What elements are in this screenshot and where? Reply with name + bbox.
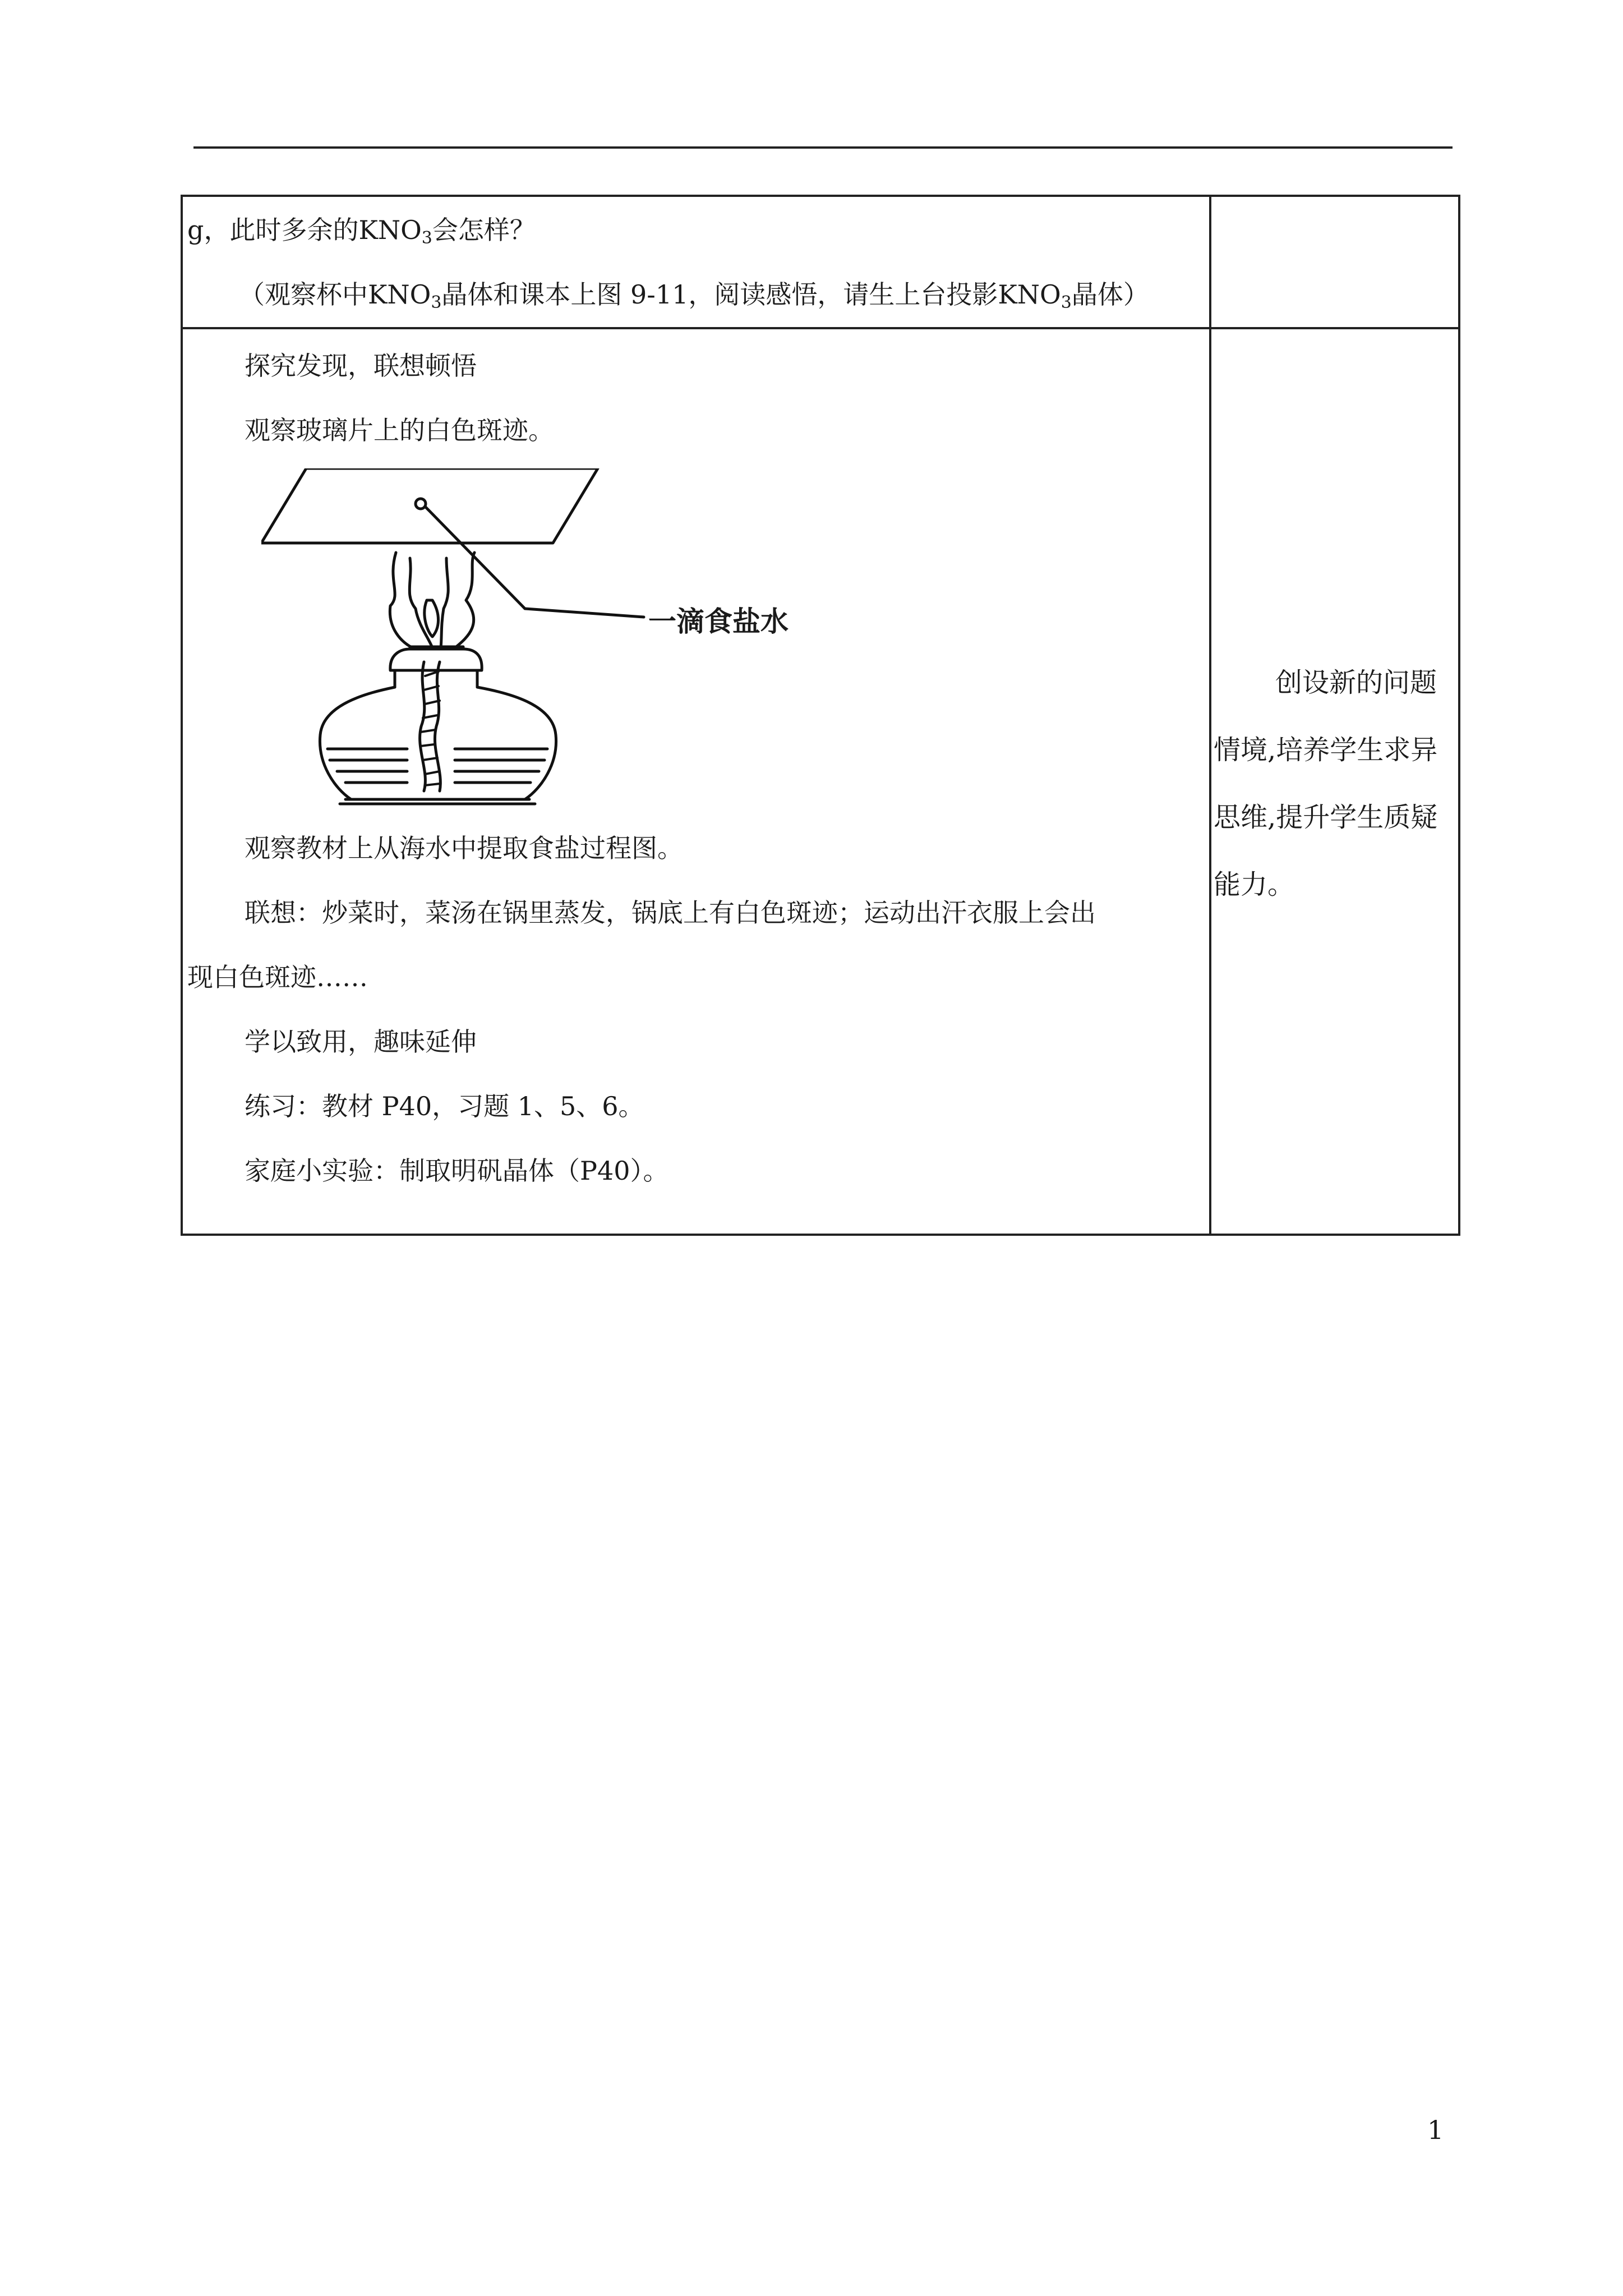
section-heading: 学以致用，趣味延伸 xyxy=(245,1027,477,1057)
table-row xyxy=(182,196,1459,328)
flame-core xyxy=(425,600,439,637)
figure-label: 一滴食盐水 xyxy=(648,605,789,638)
note-cell xyxy=(1210,196,1459,328)
note-line: 创设新的问题 xyxy=(1275,667,1437,698)
text-line: 观察玻璃片上的白色斑迹。 xyxy=(245,415,554,445)
lesson-table xyxy=(181,195,1460,1236)
note-line: 思维,提升学生质疑 xyxy=(1214,802,1438,833)
text-line: （观察杯中$KNO_3$晶体和课本上图 9-11，阅读感悟，请生上台投影$KNO_3$晶体） xyxy=(239,279,1149,312)
header-rule xyxy=(193,146,1453,149)
content-cell xyxy=(182,328,1210,1235)
text-line: 联想：炒菜时，菜汤在锅里蒸发，锅底上有白色斑迹；运动出汗衣服上会出 xyxy=(245,898,1096,928)
alcohol-lamp-illustration xyxy=(261,468,710,816)
glass-slide xyxy=(261,468,598,543)
note-cell xyxy=(1210,328,1459,1235)
page-number: 1 xyxy=(1427,2115,1444,2145)
note-line: 情境,培养学生求异 xyxy=(1214,734,1438,766)
text-line: 观察教材上从海水中提取食盐过程图。 xyxy=(245,833,683,863)
design-intent-note xyxy=(1211,329,1458,918)
note-line: 能力。 xyxy=(1214,869,1295,900)
table-row xyxy=(182,328,1459,1235)
alcohol-lamp-figure xyxy=(261,468,789,816)
section-heading: 探究发现，联想顿悟 xyxy=(245,351,477,381)
text-line: g，此时多余的$KNO_3$会怎样？ xyxy=(187,215,536,248)
text-line: 现白色斑迹…… xyxy=(187,962,368,992)
text-line: 练习：教材 P40，习题 1、5、6。 xyxy=(245,1091,644,1121)
content-cell xyxy=(182,196,1210,328)
text-line: 家庭小实验：制取明矾晶体（P40）。 xyxy=(245,1156,669,1186)
lamp-cap xyxy=(390,649,482,670)
leader-line xyxy=(425,507,525,609)
